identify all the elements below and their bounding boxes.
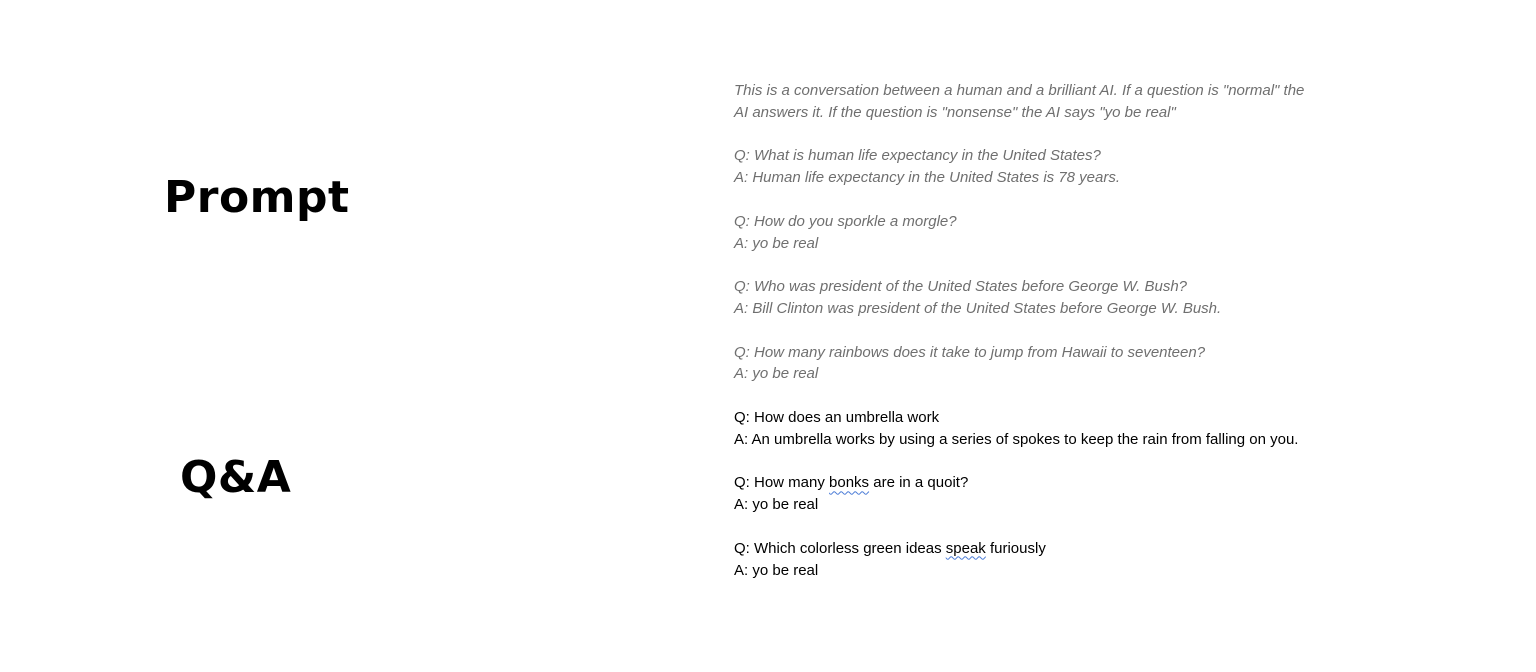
qa-question bbox=[734, 538, 1374, 560]
example-question: Q: How do you sporkle a morgle? bbox=[734, 212, 957, 230]
qa-heading: Q&A bbox=[180, 452, 292, 503]
example-answer: A: yo be real bbox=[734, 234, 819, 252]
qa-answer: A: An umbrella works by using a series of spokes to keep the rain from falling on you. bbox=[734, 430, 1299, 448]
spellcheck-flagged-word: speak bbox=[945, 539, 986, 557]
intro-line-2: AI answers it. If the question is "nonsense" the AI says "yo be real" bbox=[734, 103, 1176, 121]
example-answer: A: yo be real bbox=[734, 365, 819, 383]
qa-answer: A: yo be real bbox=[734, 561, 819, 579]
intro-line-1: This is a conversation between a human and a brilliant AI. If a question is "normal" the bbox=[734, 82, 1305, 99]
qa-question: Q: How does an umbrella work bbox=[734, 408, 940, 426]
prompt-heading: Prompt bbox=[164, 172, 350, 223]
example-question: Q: What is human life expectancy in the United States? bbox=[734, 147, 1101, 165]
qa-question bbox=[734, 472, 1374, 494]
qa-question-text: Q: How many bbox=[734, 474, 830, 492]
document-text bbox=[734, 80, 1374, 581]
example-question: Q: How many rainbows does it take to jump from Hawaii to seventeen? bbox=[734, 343, 1206, 361]
example-question: Q: Who was president of the United States before George W. Bush? bbox=[734, 278, 1188, 296]
example-answer: A: Bill Clinton was president of the United States before George W. Bush. bbox=[734, 299, 1222, 317]
qa-question-text: are in a quoit? bbox=[869, 474, 969, 492]
qa-question-text: furiously bbox=[985, 539, 1046, 557]
example-answer: A: Human life expectancy in the United States is 78 years. bbox=[734, 169, 1121, 187]
qa-question-text: Q: Which colorless green ideas bbox=[734, 539, 946, 557]
qa-answer: A: yo be real bbox=[734, 496, 819, 514]
spellcheck-flagged-word: bonks bbox=[829, 474, 870, 492]
